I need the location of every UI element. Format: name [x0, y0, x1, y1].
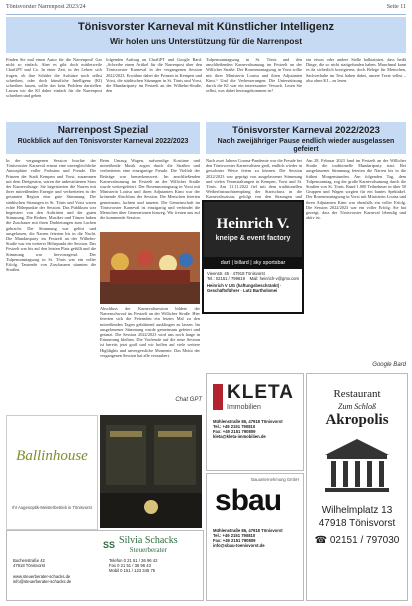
- heinrich-tagline: dart | billard | sky sportsbar: [204, 257, 302, 269]
- tax-city: 47918 Tönisvorst: [13, 563, 46, 568]
- article1-col1: Finden Sie mal einen Autor für die Narrenpost! Gar nicht so einfach. Aber es gibt doch mittlerweile ChatGPT und Co. In einer Zeit, in der Lehrer sich fragen, ob ihre Schüler die Aufsätze noch selbst schreiben, oder doch künstliche Intelligenz (KI) schreiben lassen, sollte das kein Problem darstellen. Lassen wir die KI daher einfach für die Narrenpost schreiben und geben: [6, 57, 102, 99]
- akropolis-address2: 47918 Tönisvorst: [318, 518, 396, 529]
- tax-tel: Telefon 0 21 51 / 36 96 42: [109, 558, 158, 563]
- sbau-tel: Tel.: +49 2151 790810: [213, 533, 256, 538]
- phone-icon: ☎: [314, 535, 328, 546]
- page-number: Seite 11: [386, 4, 406, 10]
- sbau-logo: sbau: [215, 484, 282, 517]
- article3-header: [206, 122, 406, 154]
- running-head: [6, 4, 406, 15]
- sbau-ad: [206, 473, 304, 601]
- article1-col4: ein etwas oder andere Stelle halluziniert, dass heißt Dinge, die so nicht stattgefunden haben. Manchmal kann es da sicherlich korrigieren, doch Belege für Menschen, Sachverhalte im Text haben dabei, unsere Texte selbst – also ohne KI – zu lesen.: [306, 57, 406, 83]
- kleta-mail: kleta@kleta-immobilien.de: [213, 434, 266, 439]
- article3-credit: Google Bard: [372, 362, 406, 368]
- article3-subtitle: Nach zweijähriger Pause endlich wieder ausgelassen gefeiert: [217, 138, 395, 153]
- akropolis-phone: 02151 / 797030: [329, 535, 400, 546]
- kleta-fax: Fax: +49 2151 790809: [213, 429, 256, 434]
- heinrich-logo: Heinrich V.: [216, 216, 290, 232]
- article2-col3: Abschluss der Karnevalssession bildete der Narrenschwoof im Festzelt an der Willicher Straße. Hier feierten sich die Feiernden ein letztes Mal zu den mitreißenden Tagen gebührend ausklingen zu lassen. Im ausgelassener Stimmung wurde gemeinsam gefeiert und getanzt. Die Session 2022/2023 wird uns noch lange in Erinnerung bleiben. Die Vorfreude auf die neue Session ist bereits jetzt groß und wir hoffen auf viele weitere Highlights und unvergessliche Momente. Das Motto der vergangenen Session hat alle verzaubert.: [100, 306, 200, 358]
- tax-web: www.steuerberater-schacks.de: [13, 574, 71, 579]
- sbau-mail: info@sbau-toenisvorst.de: [213, 543, 265, 548]
- akropolis-ad: [306, 373, 408, 601]
- akropolis-phone-row: [307, 535, 407, 546]
- heinrich-info: [204, 269, 302, 314]
- article2-col2: Beim Umzug Wagen, aufwendige Kostüme und mitreißende Musik zogen durch die Straßen und verbreiteten eine einzigartige Freude. Die Vielfalt der Beiträge war bemerkenswert. Im anschließenden Karnevalsumzug im Festzelt an der Willicher Straße wurde weitergefeiert. Der Rosenmontagszug in Vorst mit Ministerin Louisa und ihren Adjutanten Kimi war der krönende Abschluss der Session. Die Menschen feierten gemeinsam, lachten und tanzten. Die Gemeinschaft im Tönisvorster Karneval ist einzigartig und verbindet die Menschen über Generationen hinweg. Wir freuen uns auf die kommende Session.: [100, 158, 200, 221]
- article3-col2: Am 28. Februar 2023 fand im Festzelt an der Willicher Straße die traditionelle Mundartparty statt. Bei ausgelassener Stimmung feierten die Narren bis in die frühen Morgenstunden. Am folgenden Tag, dem Tulpensonntag, zog der große Karnevalsumzug durch die Straßen von St. Tönis. Rund 1.000 Teilnehmer in über 50 Gruppen und Wagen sorgten für ein buntes Spektakel. Der Rosenmontagszug in Vorst mit Ministerin Louisa und ihren Adjutanten Kimi war ebenfalls ein voller Erfolg. Die Session 2022/2023 war ein voller Erfolg. Sie hat gezeigt, dass der Tönisvorster Karneval lebendig und aktiv ist.: [306, 158, 406, 221]
- tax-title: Steuerberater: [129, 546, 167, 554]
- kleta-ad: [206, 373, 304, 471]
- kleta-sub: Immobilien: [227, 404, 261, 411]
- tax-details: [7, 554, 203, 584]
- article1-col2: folgenden Auftrag an ChatGPT und Google Bard: „Schreibe einen Artikel für die Narrenpost über den Tönisvorster Karneval in der vergangenen Session 2022/2023. Erwähne dabei die Prinzen in Kempen und Vorst, die städtischen Sitzungen in St. Tönis und Vorst, die Mundartparty im Festzelt an der Wilhelm-Straße, den: [106, 57, 202, 94]
- tax-fax: Fax 0 21 51 / 36 96 43: [109, 563, 151, 568]
- tax-mobil: Mobil 0 151 / 123 345 75: [109, 568, 156, 573]
- shop-photo: [100, 415, 202, 528]
- article2-header: [6, 122, 200, 154]
- karneval-photo: [100, 232, 200, 304]
- kleta-logo-row: [207, 374, 303, 413]
- akropolis-line3: Akropolis: [325, 412, 389, 428]
- ballinhouse-logo: Ballinhouse: [16, 448, 88, 464]
- article1-header: [6, 17, 406, 53]
- tax-advisor-ad: [6, 530, 204, 601]
- article2-col1: In der vergangenen Session brachte der Tönisvorster Karneval erneut eine unvergleichliche Atmosphäre voller Frohsinn und Freude. Die Prinzen der Stadt Kempen und Vorst, zusammen mit dem Dreigestirn, waren die unbestrittenen Stars der Karnevalstage. Sie begeisterten die Narren mit ihrer mitreißenden Energie und verbreiteten in der gesamten Region eine gute Stimmung. Die städtischen Sitzungen in St. Tönis und Vorst waren echte Höhepunkte der Session. Das Publikum war begeistert von den Auftritten und der guten Stimmung. Die Redner, Musiker und Tänzer haben die Zuschauer mit ihren Darbietungen zum Lachen gebracht. Die Stimmung war gelöst und ausgelassen, die Narren feierten bis in die Nacht. Die Mundartparty im Festzelt an der Wilhelm-Straße war ein weiterer Höhepunkt der Session. Das Festzelt war bis auf den letzten Platz gefüllt und die Stimmung war hervorragend. Der Tulpensonntagszug in St. Tönis war ein voller Erfolg. Tausende von Zuschauern säumten die Straßen.: [6, 158, 96, 273]
- article2-credit: Chat GPT: [175, 397, 202, 403]
- kleta-contact: [207, 413, 303, 439]
- heinrich-address: Vieenstr. 45 · 47918 Tönisvorst: [207, 271, 265, 276]
- running-head-left: Tönisvorster Narrenpost 2023/24: [6, 4, 86, 10]
- temple-icon: [321, 435, 393, 497]
- akropolis-header: [307, 374, 407, 429]
- article2-title: Narrenpost Spezial: [57, 125, 149, 136]
- sbau-address: Mühlenstraße 86, 47918 Tönisvorst: [213, 528, 283, 533]
- akropolis-line2: Zum Schloß: [338, 402, 376, 411]
- heinrich-ad: [202, 200, 304, 314]
- sbau-top: Bauunternehmung GmbH: [251, 477, 299, 482]
- tax-logo-icon: SS: [103, 539, 116, 550]
- tax-mail: info@steuerberater-schacks.de: [13, 579, 72, 584]
- article3-col1: Nach zwei Jahren Corona-Pandemie war die Freude bei den Tönisvorster Karnevalisten groß, endlich wieder in gewohnter Weise feiern zu können. Die Session 2022/2023 war geprägt von ausgelassener Stimmung und vielen Veranstaltungen in Kempen, Vorst und St. Tönis. Am 11.11.2022 fiel mit dem traditionellen Weiberfastnachtsempfang der Startschuss in die Karnevalssaison, gefolgt von den Sitzungen und: [206, 158, 302, 200]
- article1-col3: Tulpensonntagszug in St. Tönis und den anschließenden Karnevalsumzug im Festzelt an der Willicher Straße. Der Rosenmontagszug in Vorst sollte mit ihrer Ministerin Louisa und ihren Adjutanten Kimi.“ Und die Verbesserungen: Die Unterstützung durch die KI war ein interessanter Versuch. Lesen Sie selbst, was dabei herausgekommen ist!: [206, 57, 302, 94]
- heinrich-mail: Mail: heinrich-v@gmx.com: [249, 276, 299, 281]
- heinrich-logo-sub: kneipe & event factory: [215, 235, 291, 242]
- sbau-fax: Fax: +49 2151 790809: [213, 538, 256, 543]
- kleta-address: Mühlenstraße 86, 47918 Tönisvorst: [213, 419, 283, 424]
- kleta-name: KLETA: [227, 382, 294, 403]
- tax-street: Buchenstraße 42: [13, 558, 45, 563]
- ballinhouse-logo-area: [7, 416, 97, 465]
- akropolis-line1: Restaurant: [333, 388, 381, 400]
- ballinhouse-ad: [6, 415, 98, 530]
- heinrich-phone: Tel.: 02151 / 799619: [207, 276, 245, 281]
- heinrich-owner: Heinrich V UG (haftungsbeschränkt) · Geschäftsführer · Lutz Bartholomei: [207, 283, 282, 293]
- tax-top-row: [7, 531, 203, 554]
- article1-subtitle: Wir holen uns Unterstützung für die Narrenpost: [109, 36, 303, 46]
- article1-title: Tönisvorster Karneval mit Künstlicher Intelligenz: [77, 21, 335, 33]
- tax-name: Silvia Schacks: [119, 535, 178, 546]
- ballinhouse-caption: Ihr Augenoptik-Meisterbetrieb in Tönisvorst: [12, 505, 92, 510]
- article3-title: Tönisvorster Karneval 2022/2023: [232, 125, 380, 136]
- sbau-contact: [207, 518, 303, 548]
- kleta-tel: Tel.: +49 2151 790810: [213, 424, 256, 429]
- akropolis-address1: Wilhelmplatz 13: [321, 505, 393, 516]
- article2-subtitle: Rückblick auf den Tönisvorster Karneval 2022/2023: [17, 138, 189, 145]
- kleta-logo-mark: [213, 384, 223, 410]
- heinrich-logo-area: [204, 202, 302, 257]
